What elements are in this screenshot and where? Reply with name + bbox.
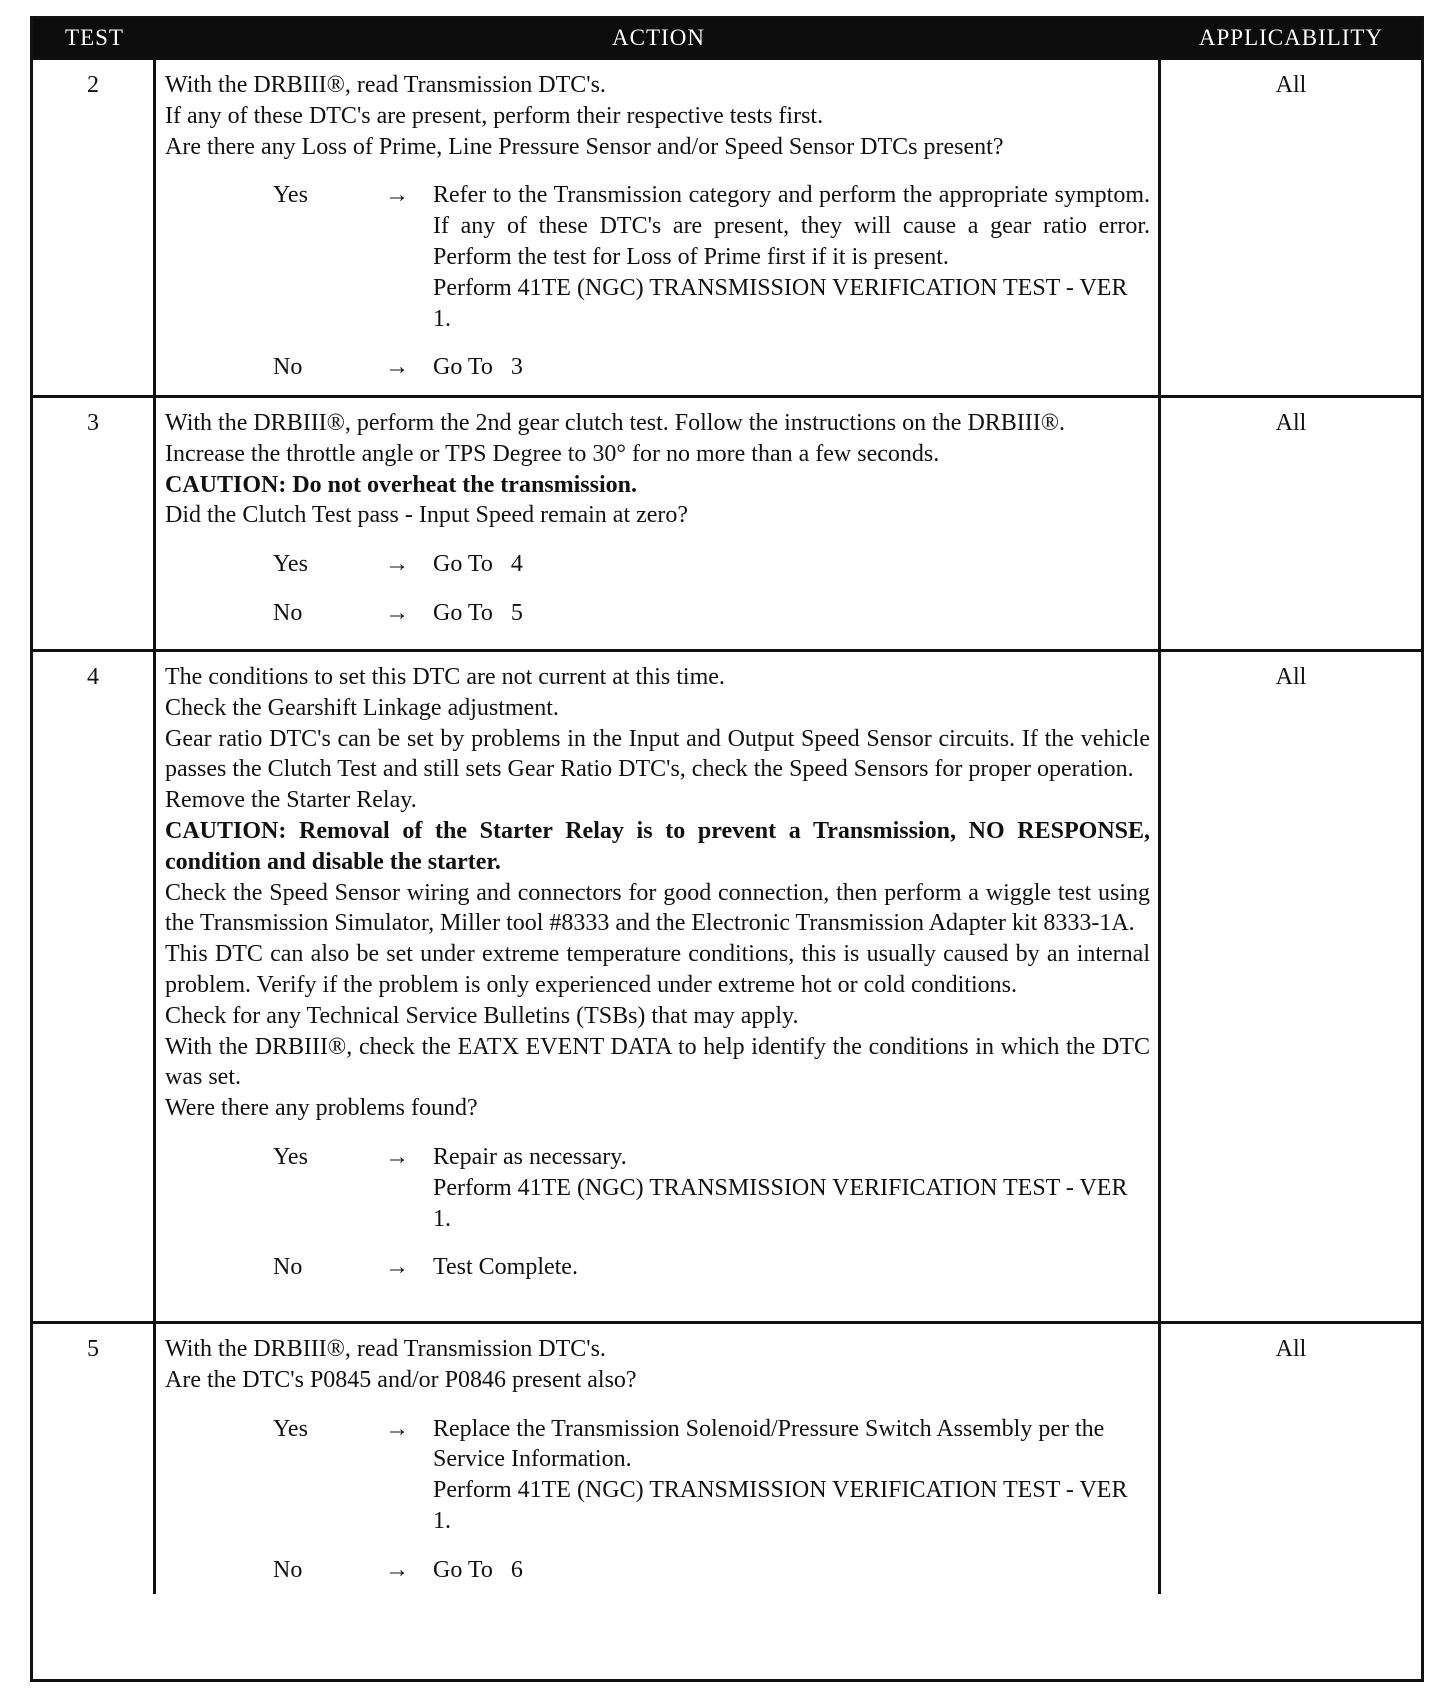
arrow-icon: → xyxy=(385,354,409,381)
yes-response xyxy=(165,180,1150,334)
yes-response xyxy=(165,1142,1150,1234)
arrow-icon: → xyxy=(385,1556,409,1583)
yes-label: Yes xyxy=(273,182,308,209)
caution-text: CAUTION: Removal of the Starter Relay is to prevent a Transmission, NO RESPONSE, condition and disable the starter. xyxy=(165,817,1150,875)
action-line: With the DRBIII®, check the EATX EVENT DATA to help identify the conditions in which the DTC was set. xyxy=(165,1033,1150,1091)
yes-label: Yes xyxy=(273,551,308,578)
action-line: Remove the Starter Relay. xyxy=(165,787,417,814)
arrow-icon: → xyxy=(385,599,409,626)
yes-response xyxy=(165,1414,1150,1537)
action-line: With the DRBIII®, perform the 2nd gear clutch test. Follow the instructions on the DRBIII®. xyxy=(165,410,1065,436)
no-response xyxy=(165,598,1150,629)
table-row xyxy=(33,395,1421,649)
action-cell xyxy=(156,398,1161,649)
table-row xyxy=(33,1321,1421,1594)
action-cell xyxy=(156,1324,1161,1594)
yes-label: Yes xyxy=(273,1143,308,1170)
test-number: 4 xyxy=(33,652,156,1321)
action-line: Were there any problems found? xyxy=(165,1095,478,1122)
applicability-cell: All xyxy=(1275,664,1307,690)
table-row xyxy=(33,649,1421,1321)
yes-text: Perform 41TE (NGC) TRANSMISSION VERIFICATION TEST - VER 1. xyxy=(433,1174,1128,1232)
action-line: This DTC can also be set under extreme temperature conditions, this is usually caused by an internal problem. Verify if the problem is only experienced under extreme hot or cold conditions. xyxy=(165,941,1150,998)
action-line: Check the Speed Sensor wiring and connectors for good connection, then perform a wiggle test using the Transmission Simulator, Miller tool #8333 and the Electronic Transmission Adapter kit 8333-1A. xyxy=(165,879,1150,937)
arrow-icon: → xyxy=(385,182,409,209)
no-text: Go To 6 xyxy=(433,1556,523,1583)
table-header xyxy=(33,19,1421,57)
yes-text: Replace the Transmission Solenoid/Pressure Switch Assembly per the Service Information. xyxy=(433,1415,1105,1473)
arrow-icon: → xyxy=(385,1415,409,1442)
arrow-icon: → xyxy=(385,1143,409,1170)
applicability-cell: All xyxy=(1275,410,1307,436)
header-test: TEST xyxy=(65,25,124,50)
no-response xyxy=(165,1555,1150,1586)
action-cell xyxy=(156,652,1161,1321)
arrow-icon: → xyxy=(385,1254,409,1281)
yes-response xyxy=(165,549,1150,580)
applicability-cell: All xyxy=(1275,1336,1307,1362)
test-number: 3 xyxy=(33,398,156,649)
no-text: Test Complete. xyxy=(433,1254,578,1281)
action-line: Are there any Loss of Prime, Line Pressure Sensor and/or Speed Sensor DTCs present? xyxy=(165,133,1004,160)
action-line: With the DRBIII®, read Transmission DTC's. xyxy=(165,1336,606,1362)
action-line: Are the DTC's P0845 and/or P0846 present also? xyxy=(165,1366,637,1393)
action-line: Did the Clutch Test pass - Input Speed remain at zero? xyxy=(165,502,689,529)
action-line: Check for any Technical Service Bulletins (TSBs) that may apply. xyxy=(165,1002,799,1029)
no-response xyxy=(165,1252,1150,1283)
no-label: No xyxy=(273,599,303,626)
test-number: 2 xyxy=(33,60,156,395)
arrow-icon: → xyxy=(385,551,409,578)
yes-text: Refer to the Transmission category and perform the appropriate symptom. If any of these DTC's are present, they will cause a gear ratio error. Perform the test for Loss of Prime first if it is present. xyxy=(433,182,1150,270)
no-label: No xyxy=(273,1556,303,1583)
yes-text: Repair as necessary. xyxy=(433,1143,627,1170)
action-cell xyxy=(156,60,1161,395)
applicability-cell: All xyxy=(1275,72,1307,98)
diagnostic-test-table xyxy=(30,16,1424,1682)
yes-label: Yes xyxy=(273,1415,308,1442)
no-label: No xyxy=(273,354,303,381)
test-number: 5 xyxy=(33,1324,156,1594)
no-response xyxy=(165,352,1150,383)
caution-text: CAUTION: Do not overheat the transmission. xyxy=(165,471,637,498)
yes-text: Perform 41TE (NGC) TRANSMISSION VERIFICATION TEST - VER 1. xyxy=(433,1477,1128,1534)
action-line: If any of these DTC's are present, perform their respective tests first. xyxy=(165,102,824,129)
action-line: Gear ratio DTC's can be set by problems in the Input and Output Speed Sensor circuits. If the vehicle passes the Clutch Test and still sets Gear Ratio DTC's, check the Speed Sensors for proper operation. xyxy=(165,725,1150,783)
yes-text: Go To 4 xyxy=(433,551,523,578)
no-text: Go To 3 xyxy=(433,354,523,381)
action-line: Increase the throttle angle or TPS Degree to 30° for no more than a few seconds. xyxy=(165,440,940,467)
action-line: Check the Gearshift Linkage adjustment. xyxy=(165,694,559,721)
no-label: No xyxy=(273,1254,303,1281)
action-line: The conditions to set this DTC are not current at this time. xyxy=(165,664,725,690)
header-action: ACTION xyxy=(612,25,705,50)
no-text: Go To 5 xyxy=(433,599,523,626)
header-applicability: APPLICABILITY xyxy=(1198,25,1384,50)
table-row xyxy=(33,57,1421,395)
action-line: With the DRBIII®, read Transmission DTC's. xyxy=(165,72,606,98)
yes-text: Perform 41TE (NGC) TRANSMISSION VERIFICATION TEST - VER 1. xyxy=(433,274,1128,332)
